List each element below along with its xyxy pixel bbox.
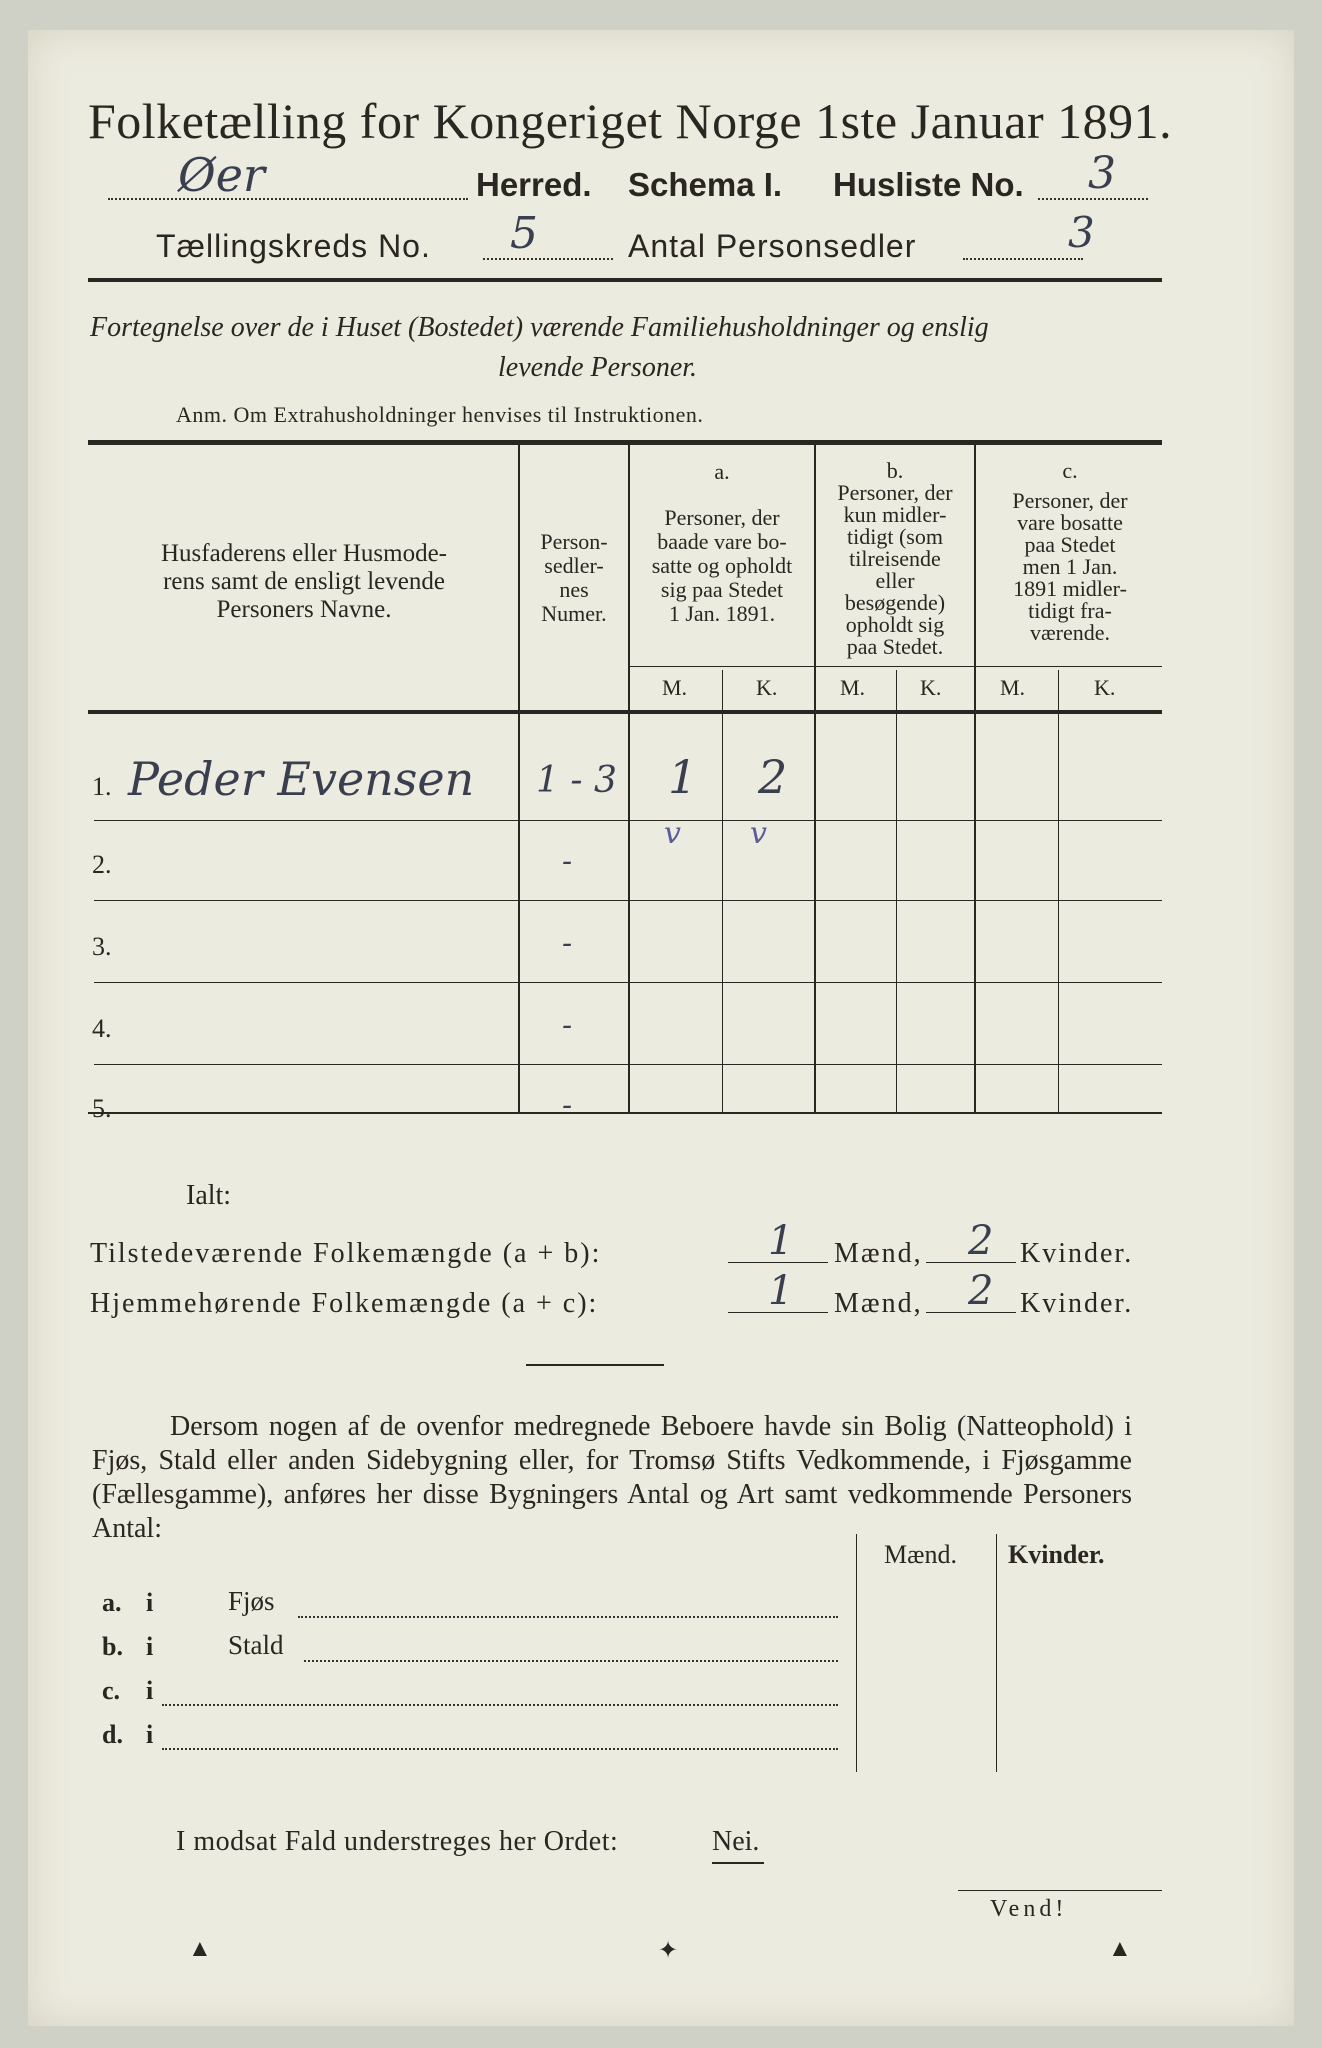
row-line	[94, 820, 1162, 821]
building-row-prep: i	[146, 1676, 154, 1705]
vrule-b-mk	[896, 670, 897, 1114]
row-line	[94, 900, 1162, 901]
anm-note: Anm. Om Extrahusholdninger henvises til Instruktionen.	[176, 402, 704, 427]
row-persnr: -	[562, 926, 573, 961]
row-name: Peder Evensen	[128, 752, 475, 806]
row-number: 4.	[92, 1014, 112, 1043]
husliste-value: 3	[1088, 148, 1116, 199]
schema-label: Schema I.	[628, 166, 783, 203]
col-b-header	[818, 460, 972, 658]
totals-line1-maend: Mænd,	[834, 1238, 923, 1269]
col-name-header	[94, 540, 514, 624]
buildings-col-kvinder: Kvinder.	[1008, 1540, 1105, 1569]
col-a-header-line: Personer, der	[664, 505, 780, 530]
row-number: 2.	[92, 850, 112, 879]
husliste-label: Husliste No.	[833, 166, 1024, 203]
buildings-vrule-2	[996, 1534, 997, 1772]
building-row-prep: i	[146, 1632, 154, 1661]
kreds-value: 5	[510, 208, 538, 259]
antal-value: 3	[1068, 208, 1095, 257]
b-k-header: K.	[920, 675, 942, 700]
decorative-mark-icon: ▲	[188, 1936, 212, 1962]
vrule-a-mk	[722, 670, 723, 1114]
col-c-header-line: tidigt fra-	[1028, 598, 1112, 623]
building-row-name: Stald	[228, 1630, 284, 1660]
col-num-header-line: sedler-	[544, 553, 604, 578]
row-persnr: -	[562, 844, 573, 879]
kreds-dotted-line	[483, 258, 613, 260]
col-b-header-line: paa Stedet.	[846, 634, 944, 659]
c-m-header: M.	[1000, 675, 1026, 700]
totals-line1-m: 1	[768, 1218, 794, 1264]
col-name-header-line: Husfaderens eller Husmode-	[160, 540, 447, 567]
nei-word: Nei.	[712, 1826, 760, 1857]
herred-value: Øer	[178, 148, 265, 202]
table-top-rule	[88, 440, 1162, 445]
decorative-mark-icon: ✦	[658, 1938, 679, 1964]
form-title: Folketælling for Kongeriget Norge 1ste Januar 1891.	[88, 93, 1173, 149]
vend-rule	[958, 1890, 1162, 1891]
mk-header-rule	[628, 666, 1162, 667]
kreds-label: Tællingskreds No.	[156, 228, 431, 264]
building-row-dots	[298, 1616, 838, 1618]
totals-line2-maend: Mænd,	[834, 1288, 923, 1319]
buildings-paragraph: Dersom nogen af de ovenfor medregnede Beboere havde sin Bolig (Natteophold) i Fjøs, Stald eller anden Sidebygning eller, for Tromsø Stifts Vedkommende, i Fjøsgamme (Fællesgamme), anføres her disse Bygningers Antal og Art samt vedkommende Personers Antal:	[92, 1411, 1132, 1544]
building-row-prep: i	[146, 1720, 154, 1749]
col-b-header-line: tilreisende	[849, 546, 941, 571]
totals-line1-k: 2	[968, 1218, 994, 1264]
building-row-name: Fjøs	[228, 1586, 275, 1616]
col-c-letter: c.	[1062, 458, 1078, 483]
col-b-header-line: tidigt (som	[847, 524, 943, 549]
c-k-header: K.	[1094, 675, 1116, 700]
col-a-header-line: 1 Jan. 1891.	[668, 601, 776, 626]
a-k-header: K.	[756, 675, 778, 700]
buildings-vrule-1	[856, 1534, 857, 1772]
building-row-letter: a.	[102, 1588, 122, 1617]
totals-line1-label: Tilstedeværende Folkemængde (a + b):	[90, 1238, 602, 1269]
col-c-header-line: men 1 Jan.	[1022, 554, 1118, 579]
col-b-header-line: opholdt sig	[845, 612, 945, 637]
col-name-header-line: Personers Navne.	[216, 596, 392, 623]
row-number: 1.	[92, 772, 112, 801]
row-line	[94, 982, 1162, 983]
totals-line2-kvinder: Kvinder.	[1020, 1288, 1134, 1319]
table-bottom-rule	[88, 1112, 1162, 1114]
col-num-header	[522, 530, 626, 626]
totals-line2-label: Hjemmehørende Folkemængde (a + c):	[90, 1288, 599, 1319]
intro-line-2: levende Personer.	[498, 352, 698, 383]
modsat-text: I modsat Fald understreges her Ordet:	[176, 1826, 619, 1857]
totals-line2-m: 1	[768, 1268, 794, 1314]
vrule-c-mk	[1058, 670, 1059, 1114]
row-persnr: 1 - 3	[536, 760, 617, 801]
antal-dotted-line	[963, 258, 1083, 260]
col-b-header-line: besøgende)	[844, 590, 946, 615]
table-header-rule	[88, 710, 1162, 714]
col-b-header-line: kun midler-	[843, 502, 947, 527]
row-a-k-check: v	[750, 816, 767, 851]
building-row-letter: b.	[102, 1632, 123, 1661]
col-num-header-line: Person-	[540, 529, 608, 554]
col-num-header-line: Numer.	[541, 601, 607, 626]
vrule-a-b	[814, 444, 816, 1114]
col-b-header-line: Personer, der	[837, 480, 953, 505]
col-c-header-line: værende.	[1029, 620, 1111, 645]
col-a-header-line: baade vare bo-	[657, 529, 787, 554]
antal-label: Antal Personsedler	[628, 228, 917, 264]
col-name-header-line: rens samt de ensligt levende	[163, 568, 445, 595]
herred-dotted-line	[108, 198, 468, 200]
nei-underline	[712, 1862, 764, 1864]
decorative-mark-icon: ▲	[1108, 1936, 1132, 1962]
ialt-label: Ialt:	[186, 1180, 232, 1211]
building-row-letter: d.	[102, 1720, 123, 1749]
totals-line1-kvinder: Kvinder.	[1020, 1238, 1134, 1269]
row-a-m-check: v	[664, 816, 681, 851]
col-a-header-line: satte og opholdt	[651, 553, 793, 578]
building-row-dots	[162, 1704, 838, 1706]
col-b-letter: b.	[886, 458, 904, 483]
header-rule	[88, 278, 1162, 282]
totals-line2-k: 2	[968, 1268, 994, 1314]
row-a-k: 2	[758, 750, 788, 804]
row-persnr: -	[562, 1008, 573, 1043]
census-form-page	[28, 30, 1294, 2026]
col-num-header-line: nes	[559, 577, 589, 602]
herred-label: Herred.	[476, 166, 592, 203]
col-c-header-line: Personer, der	[1012, 488, 1128, 513]
building-row-prep: i	[146, 1588, 154, 1617]
row-number: 5.	[92, 1094, 112, 1123]
a-m-header: M.	[662, 675, 688, 700]
vrule-num-a	[628, 444, 630, 1114]
building-row-dots	[162, 1748, 838, 1750]
vend-text: Vend!	[990, 1896, 1068, 1922]
col-c-header-line: 1891 midler-	[1013, 576, 1127, 601]
col-a-header	[632, 460, 812, 626]
building-row-letter: c.	[102, 1676, 121, 1705]
col-a-letter: a.	[714, 459, 730, 484]
vrule-b-c	[974, 444, 976, 1114]
section-divider	[526, 1364, 664, 1366]
building-row-dots	[304, 1660, 838, 1662]
row-line	[94, 1064, 1162, 1065]
col-c-header-line: paa Stedet	[1024, 532, 1116, 557]
intro-line-1: Fortegnelse over de i Huset (Bostedet) værende Familiehusholdninger og enslig	[90, 312, 989, 343]
row-number: 3.	[92, 932, 112, 961]
row-a-m: 1	[668, 750, 698, 804]
row-persnr: -	[562, 1088, 573, 1123]
buildings-col-maend: Mænd.	[884, 1540, 957, 1569]
col-c-header-line: vare bosatte	[1017, 510, 1123, 535]
col-a-header-line: sig paa Stedet	[660, 577, 784, 602]
col-b-header-line: eller	[875, 568, 915, 593]
vrule-name-num	[518, 444, 520, 1114]
col-c-header	[978, 460, 1162, 644]
b-m-header: M.	[840, 675, 866, 700]
